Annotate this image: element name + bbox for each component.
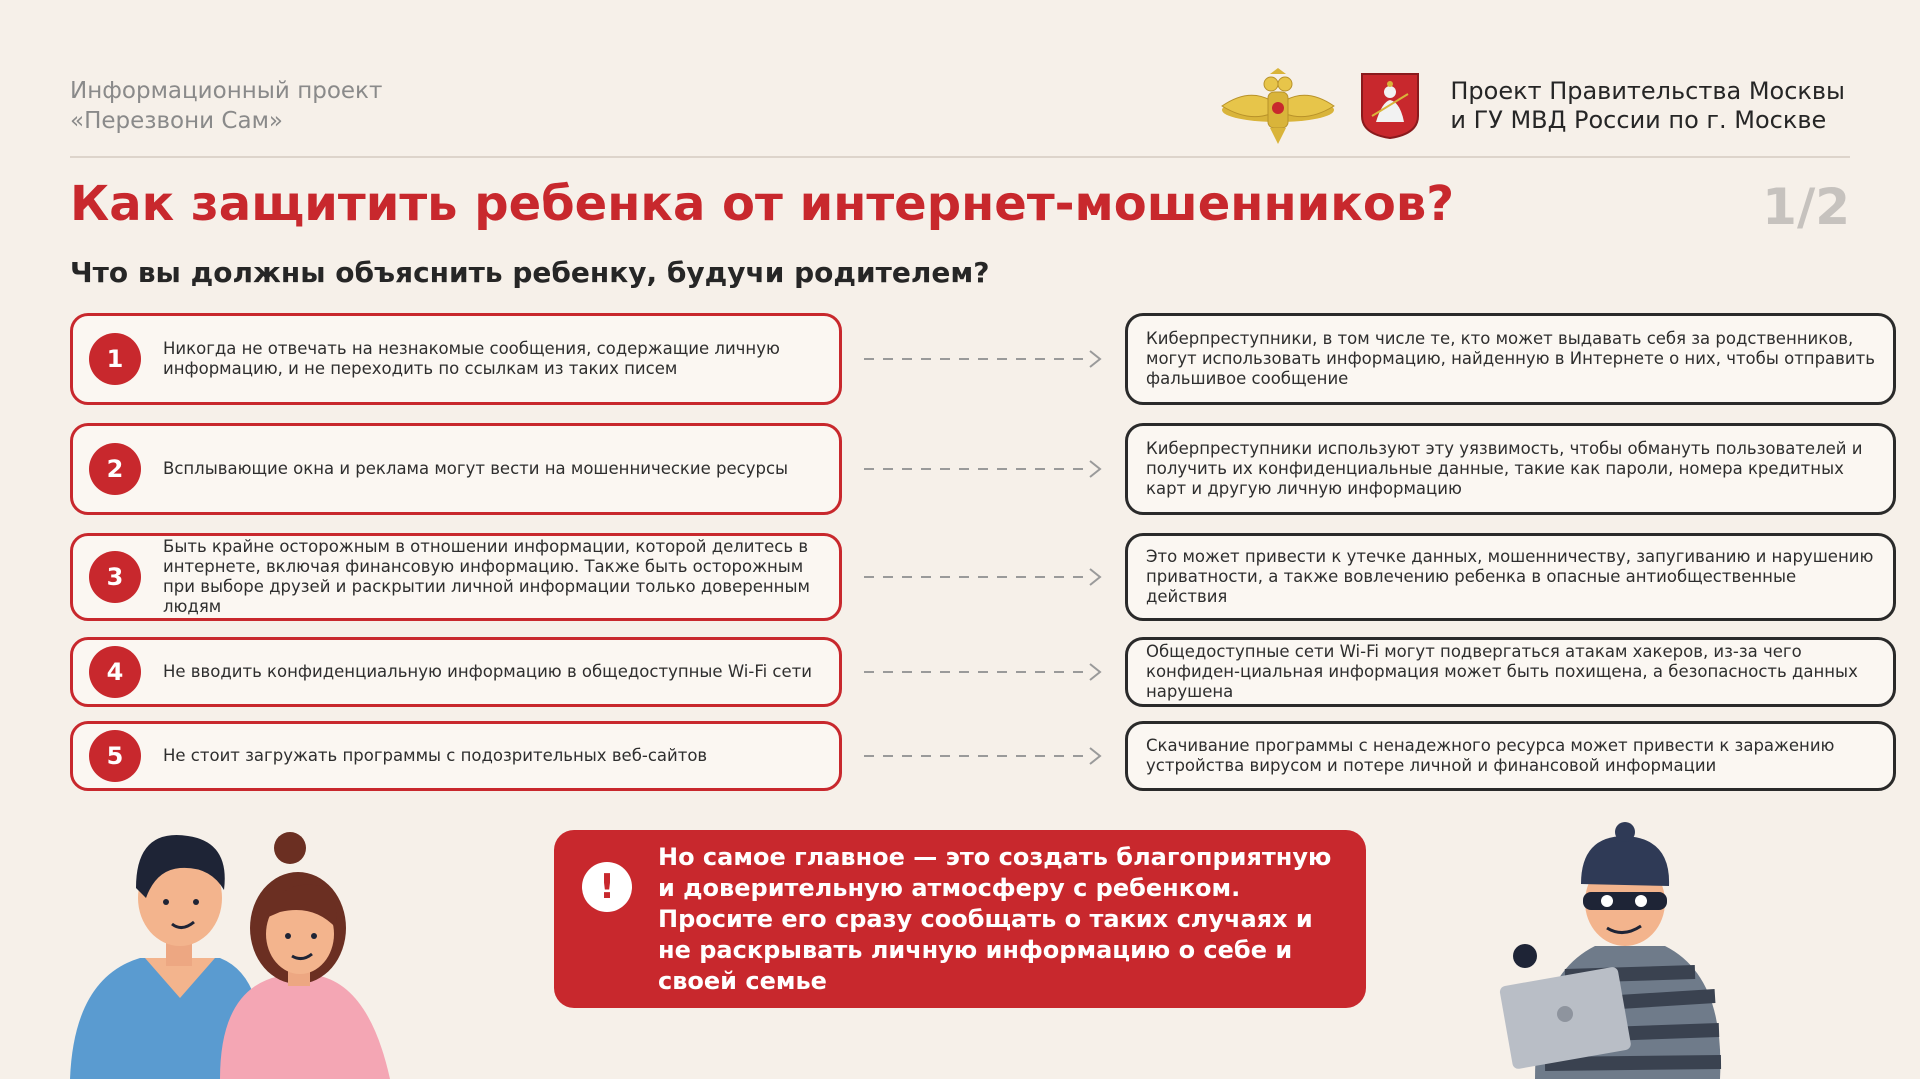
advice-text: Не вводить конфиденциальную информацию в общедоступные Wi-Fi сети [163,662,812,681]
number-badge: 3 [89,551,141,603]
advice-row [70,637,1896,707]
government-label-line1: Проект Правительства Москвы [1450,77,1845,105]
dashed-arrow-icon [862,347,1104,371]
moscow-coat-of-arms-icon [1360,72,1420,140]
page-indicator: 1/2 [1762,178,1850,236]
number-badge: 5 [89,730,141,782]
advice-text: Быть крайне осторожным в отношении информации, которой делитесь в интернете, включая финансовую информацию. Также быть осторожным при выборе друзей и раскрытии личной информации только доверенным людям [163,537,810,616]
advice-card [70,533,842,621]
project-label [70,76,382,136]
government-label-line2: и ГУ МВД России по г. Москве [1450,106,1827,134]
advice-card [70,721,842,791]
parents-illustration [70,808,410,1079]
project-label-line2: «Перезвони Сам» [70,108,283,134]
explanation-text: Это может привести к утечке данных, мошенничеству, запугиванию и нарушению приватности, а также вовлечению ребенка в опасные антиобщественные действия [1146,547,1874,606]
section-subtitle: Что вы должны объяснить ребенку, будучи родителем? [70,256,990,289]
key-message-text: Но самое главное — это создать благоприятную и доверительную атмосферу с ребенком. Просите его сразу сообщать о таких случаях и не раскрывать личную информацию о себе и своей семье [658,842,1332,995]
key-message-box [554,830,1366,1008]
dashed-arrow-icon [862,565,1104,589]
government-project-label [1450,77,1845,135]
exclamation-icon: ! [582,862,632,912]
explanation-text: Скачивание программы с ненадежного ресурса может привести к заражению устройства вирусом и потере личной и финансовой информации [1146,736,1835,775]
eagle-emblem-icon [1218,66,1338,146]
advice-text: Всплывающие окна и реклама могут вести на мошеннические ресурсы [163,459,789,478]
explanation-text: Киберпреступники, в том числе те, кто может выдавать себя за родственников, могут использовать информацию, найденную в Интернете о них, чтобы отправить фальшивое сообщение [1146,329,1875,388]
number-badge: 1 [89,333,141,385]
header-divider [70,156,1850,158]
number-badge: 4 [89,646,141,698]
dashed-arrow-icon [862,744,1104,768]
dashed-arrow-icon [862,457,1104,481]
advice-card [70,637,842,707]
advice-row [70,533,1896,621]
advice-row [70,423,1896,515]
advice-row [70,721,1896,791]
advice-text: Никогда не отвечать на незнакомые сообщения, содержащие личную информацию, и не переходить по ссылкам из таких писем [163,339,780,378]
page-title: Как защитить ребенка от интернет-мошенников? [70,176,1455,232]
explanation-card [1125,423,1896,515]
explanation-text: Общедоступные сети Wi-Fi могут подвергаться атакам хакеров, из-за чего конфиден-циальная информация может быть похищена, а безопасность данных нарушена [1146,642,1858,701]
project-label-line1: Информационный проект [70,78,383,104]
explanation-text: Киберпреступники используют эту уязвимость, чтобы обмануть пользователей и получить их конфиденциальные данные, такие как пароли, номера кредитных карт и другую личную информацию [1146,439,1863,498]
explanation-card [1125,637,1896,707]
explanation-card [1125,313,1896,405]
dashed-arrow-icon [862,660,1104,684]
header-emblems [1218,66,1845,146]
advice-row [70,313,1896,405]
advice-card [70,423,842,515]
explanation-card [1125,721,1896,791]
thief-illustration [1495,806,1745,1079]
number-badge: 2 [89,443,141,495]
advice-card [70,313,842,405]
explanation-card [1125,533,1896,621]
advice-text: Не стоит загружать программы с подозрительных веб-сайтов [163,746,708,765]
